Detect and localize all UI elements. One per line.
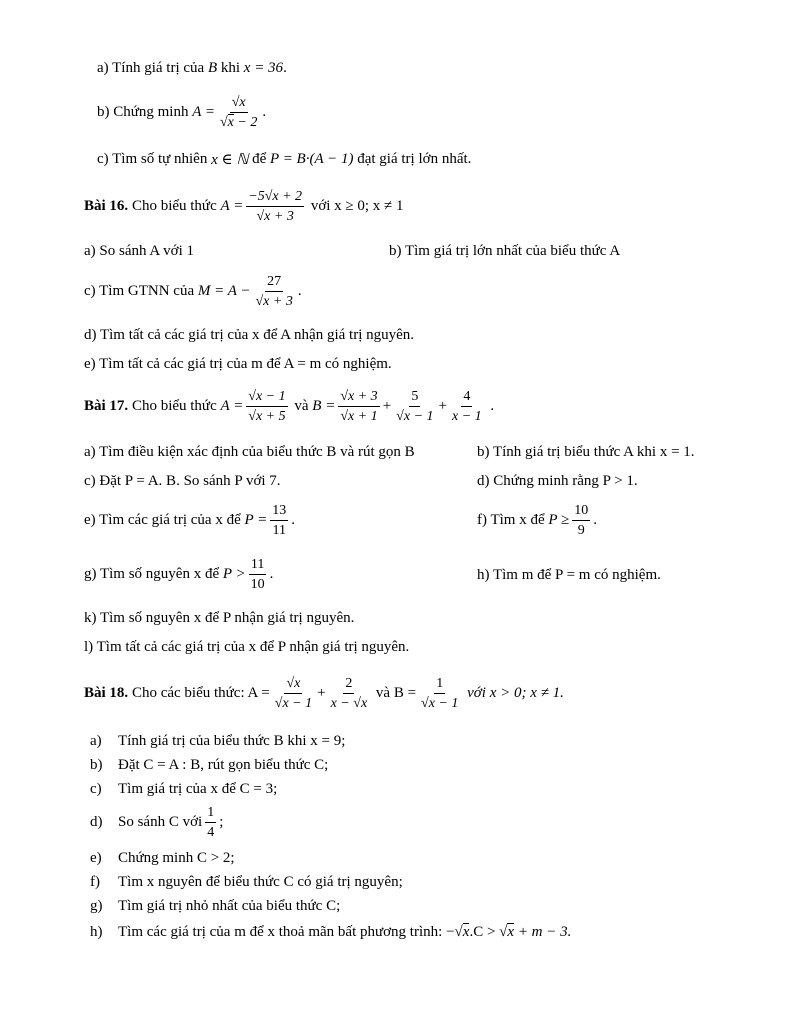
fraction: $\frac{27}{√x + 3}$ — [255, 274, 293, 309]
item-b-top: b) Chứng minh A = $\frac{√x}{√x - 2}$ . — [97, 95, 267, 130]
item-text: và — [294, 398, 309, 414]
item-text: So sánh C với — [118, 814, 203, 830]
item-text: k) Tìm số nguyên x để P nhận giá trị nguyên. — [84, 610, 355, 626]
fraction: $\frac{5}{√x - 1}$ — [396, 389, 434, 424]
bai17-f: f) Tìm x để P ≥ $\frac{10}{9}$ . — [477, 503, 597, 538]
item-a-top: a) Tính giá trị của B khi x = 36 . — [97, 60, 287, 76]
fraction: $\frac{√x}{√x - 2}$ — [219, 95, 258, 130]
bai17-h — [477, 567, 661, 584]
item-text: Cho biểu thức — [131, 398, 217, 414]
exercise-title: Bài 18. — [84, 685, 129, 701]
item-text: l) Tìm tất cả các giá trị của x để P nhận giá trị nguyên. — [84, 639, 410, 655]
item-text: e) Tìm tất cả các giá trị của m để A = m có nghiệm. — [84, 356, 392, 372]
bai16-a — [84, 243, 194, 260]
bai17-l — [84, 639, 409, 656]
bai17-g: g) Tìm số nguyên x để P > $\frac{11}{10}$ . — [84, 557, 274, 592]
item-text: d) Chứng minh rằng P > 1. — [477, 473, 638, 489]
bai16-e — [84, 356, 392, 373]
fraction: $\frac{1}{4}$ — [207, 805, 215, 840]
exercise-title: Bài 17. — [84, 398, 129, 414]
item-c-top — [97, 150, 471, 169]
bai18-item-e — [90, 850, 235, 867]
item-label: b) — [90, 757, 103, 773]
bai18-header: Bài 18. Cho các biểu thức: A = $\frac{√x}{√x - 1}$ + $\frac{2}{x - √x}$ và B = $\frac{1}{√x - 1}$ với x > 0; x ≠ 1. — [84, 676, 564, 711]
item-text: Cho các biểu thức: A = — [131, 685, 270, 701]
item-text: Tính giá trị của biểu thức B khi x = 9; — [118, 733, 346, 749]
item-text: c) Tìm số tự nhiên — [97, 151, 208, 167]
fraction: $\frac{√x + 3}{√x + 1}$ — [340, 389, 378, 424]
fraction: $\frac{4}{x - 1}$ — [451, 389, 482, 424]
bai18-item-f — [90, 874, 403, 891]
item-text: g) Tìm số nguyên x để — [84, 566, 220, 582]
bai18-item-d: d) So sánh C với $\frac{1}{4}$ ; — [90, 805, 224, 840]
item-label: d) — [90, 814, 103, 830]
math-expr: x ∈ ℕ — [211, 152, 249, 168]
bai17-k — [84, 610, 354, 627]
item-label: c) — [90, 781, 102, 797]
item-text: và B = — [375, 685, 417, 701]
fraction: $\frac{1}{√x - 1}$ — [421, 676, 459, 711]
item-text: Cho biểu thức — [131, 198, 217, 214]
fraction: $\frac{11}{10}$ — [250, 557, 265, 592]
bai18-item-c — [90, 781, 277, 798]
item-label: f) — [90, 874, 100, 890]
item-text: f) Tìm x để — [477, 512, 545, 528]
item-text: Tìm giá trị nhỏ nhất của biểu thức C; — [118, 898, 341, 914]
item-text: b) Chứng minh — [97, 104, 189, 120]
fraction: $\frac{13}{11}$ — [272, 503, 287, 538]
item-text: Tìm x nguyên để biểu thức C có giá trị nguyên; — [118, 874, 403, 890]
math-expr: x = 36 — [243, 60, 284, 76]
bai17-e: e) Tìm các giá trị của x để P = $\frac{13}{11}$ . — [84, 503, 295, 538]
bai18-item-a — [90, 733, 345, 750]
math-lhs: B = — [312, 398, 336, 414]
fraction: $\frac{2}{x - √x}$ — [330, 676, 368, 711]
math-expr: P = B·(A − 1) — [270, 151, 354, 167]
item-text: a) Tính giá trị của — [97, 60, 205, 76]
bai17-a — [84, 444, 415, 461]
fraction: $\frac{10}{9}$ — [574, 503, 589, 538]
bai16-d — [84, 327, 414, 344]
bai18-item-h — [90, 924, 571, 941]
bai17-header: Bài 17. Cho biểu thức A = $\frac{√x - 1}{√x + 5}$ và B = $\frac{√x + 3}{√x + 1}$ + $\frac{5}{√x - 1}$ + $\frac{4}{x - 1}$ . — [84, 389, 495, 424]
item-text: để — [252, 151, 267, 167]
item-text: e) Tìm các giá trị của x để — [84, 512, 241, 528]
item-label: h) — [90, 924, 103, 940]
fraction: $\frac{-5√x + 2}{√x + 3}$ — [248, 189, 303, 224]
item-text: b) Tính giá trị biểu thức A khi x = 1. — [477, 444, 695, 460]
bai17-d — [477, 473, 638, 490]
math-lhs: A = — [192, 104, 215, 120]
item-text: c) Tìm GTNN của — [84, 283, 195, 299]
item-text: c) Đặt P = A. B. So sánh P với 7. — [84, 473, 281, 489]
inequality: −√x.C > √x + m − 3. — [446, 924, 572, 940]
math-lhs: A = — [220, 198, 244, 214]
item-label: e) — [90, 850, 102, 866]
bai18-item-b — [90, 757, 328, 774]
item-text: d) Tìm tất cả các giá trị của x để A nhận giá trị nguyên. — [84, 327, 415, 343]
bai17-c — [84, 473, 281, 490]
bai18-item-g — [90, 898, 340, 915]
exercise-title: Bài 16. — [84, 198, 129, 214]
item-text: Đặt C = A : B, rút gọn biểu thức C; — [118, 757, 329, 773]
item-text: khi — [220, 60, 241, 76]
item-text: đạt giá trị lớn nhất. — [357, 151, 472, 167]
item-text: b) Tìm giá trị lớn nhất của biểu thức A — [389, 243, 621, 259]
item-label: g) — [90, 898, 103, 914]
math-lhs: P > — [222, 566, 246, 582]
bai16-b — [389, 243, 620, 260]
item-text: h) Tìm m để P = m có nghiệm. — [477, 567, 661, 583]
fraction: $\frac{√x}{√x - 1}$ — [274, 676, 313, 711]
condition: với x ≥ 0; x ≠ 1 — [310, 198, 404, 214]
item-text: a) So sánh A với 1 — [84, 243, 195, 259]
bai17-b — [477, 444, 695, 461]
item-text: Tìm giá trị của x để C = 3; — [118, 781, 278, 797]
item-text: Tìm các giá trị của m để x thoả mãn bất phương trình: — [118, 924, 443, 940]
item-label: a) — [90, 733, 102, 749]
bai16-c: c) Tìm GTNN của M = A − $\frac{27}{√x + 3}$ . — [84, 274, 302, 309]
math-var: B — [207, 60, 218, 76]
bai16-header — [84, 188, 404, 225]
fraction: $\frac{√x - 1}{√x + 5}$ — [248, 389, 286, 424]
item-text: Chứng minh C > 2; — [118, 850, 235, 866]
condition: với x > 0; x ≠ 1. — [467, 685, 564, 701]
math-lhs: M = A − — [197, 283, 251, 299]
item-text: a) Tìm điều kiện xác định của biểu thức B và rút gọn B — [84, 444, 415, 460]
math-lhs: P = — [244, 512, 268, 528]
math-lhs: P ≥ — [548, 512, 570, 528]
math-lhs: A = — [220, 398, 244, 414]
